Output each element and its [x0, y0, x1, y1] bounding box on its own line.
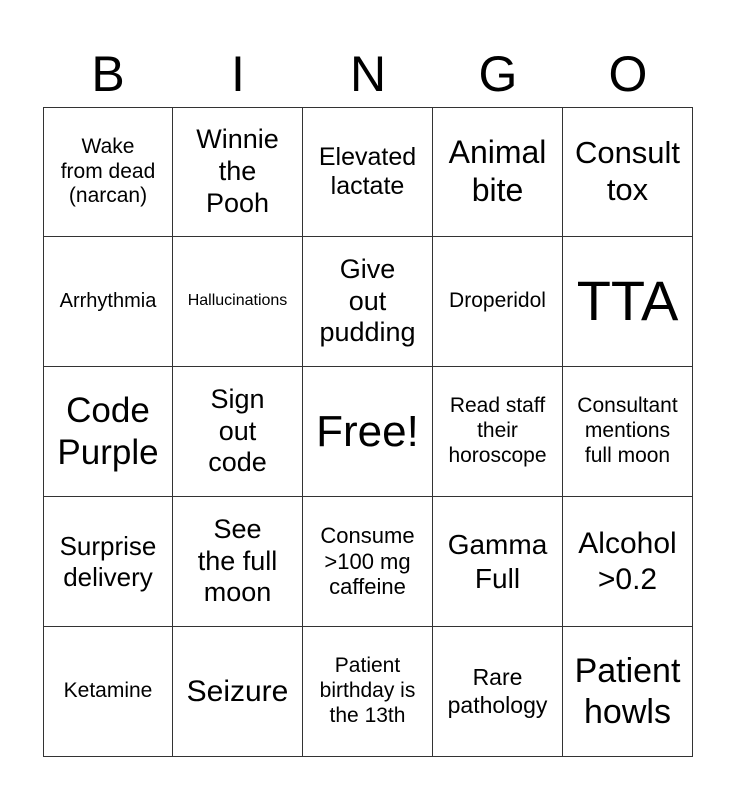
bingo-cell-text: Consume >100 mg caffeine: [320, 522, 415, 600]
bingo-cell[interactable]: [563, 107, 693, 237]
bingo-cell[interactable]: [173, 237, 303, 367]
bingo-cell[interactable]: [43, 627, 173, 757]
bingo-cell-text: Sign out code: [208, 383, 267, 478]
bingo-cell[interactable]: [43, 497, 173, 627]
bingo-cell-text: Ketamine: [63, 679, 153, 703]
bingo-cell[interactable]: [43, 367, 173, 497]
bingo-cell[interactable]: [563, 237, 693, 367]
bingo-cell[interactable]: [433, 497, 563, 627]
bingo-cell-text: Surprise delivery: [59, 530, 157, 592]
bingo-cell-text: TTA: [576, 269, 679, 333]
bingo-cell-text: Free!: [316, 406, 419, 456]
bingo-cell-text: Read staff their horoscope: [448, 394, 547, 467]
bingo-cell[interactable]: [303, 107, 433, 237]
bingo-cell[interactable]: [563, 627, 693, 757]
bingo-header: [43, 40, 693, 108]
header-letter-n: N: [349, 46, 387, 102]
bingo-cell[interactable]: [303, 367, 433, 497]
bingo-cell[interactable]: [173, 627, 303, 757]
bingo-cell-text: Code Purple: [57, 391, 159, 472]
bingo-cell-text: Animal bite: [448, 134, 547, 208]
bingo-board: [43, 107, 693, 757]
bingo-cell[interactable]: [433, 627, 563, 757]
bingo-cell-text: Gamma Full: [447, 529, 548, 594]
header-letter-g: G: [478, 46, 518, 102]
bingo-cell[interactable]: [433, 367, 563, 497]
bingo-cell[interactable]: [43, 237, 173, 367]
bingo-cell-text: Droperidol: [449, 289, 546, 313]
bingo-cell-text: Rare pathology: [447, 664, 548, 718]
bingo-cell[interactable]: [173, 497, 303, 627]
bingo-cell-text: Hallucinations: [187, 292, 288, 310]
bingo-cell-text: Elevated lactate: [318, 142, 417, 200]
bingo-cell-text: Winnie the Pooh: [196, 124, 279, 218]
bingo-cell-text: Seizure: [186, 674, 289, 708]
bingo-cell[interactable]: [173, 367, 303, 497]
bingo-cell-text: Consultant mentions full moon: [577, 394, 678, 467]
bingo-cell[interactable]: [303, 497, 433, 627]
bingo-cell-text: Alcohol >0.2: [578, 527, 677, 596]
bingo-cell-text: Patient birthday is the 13th: [319, 654, 416, 727]
bingo-cell[interactable]: [43, 107, 173, 237]
bingo-cell[interactable]: [173, 107, 303, 237]
bingo-cell-text: Wake from dead (narcan): [60, 134, 156, 208]
bingo-cell-text: Give out pudding: [319, 253, 416, 348]
bingo-cell[interactable]: [303, 627, 433, 757]
bingo-cell[interactable]: [563, 367, 693, 497]
bingo-cell-text: Consult tox: [574, 135, 681, 207]
bingo-cell[interactable]: [433, 237, 563, 367]
bingo-cell[interactable]: [563, 497, 693, 627]
bingo-cell-text: Patient howls: [574, 652, 681, 731]
header-letter-o: O: [608, 46, 648, 102]
bingo-cell[interactable]: [433, 107, 563, 237]
bingo-cell[interactable]: [303, 237, 433, 367]
bingo-cell-text: Arrhythmia: [59, 289, 157, 312]
header-letter-b: B: [91, 46, 125, 102]
header-letter-i: I: [231, 46, 245, 102]
bingo-cell-text: See the full moon: [197, 513, 278, 608]
